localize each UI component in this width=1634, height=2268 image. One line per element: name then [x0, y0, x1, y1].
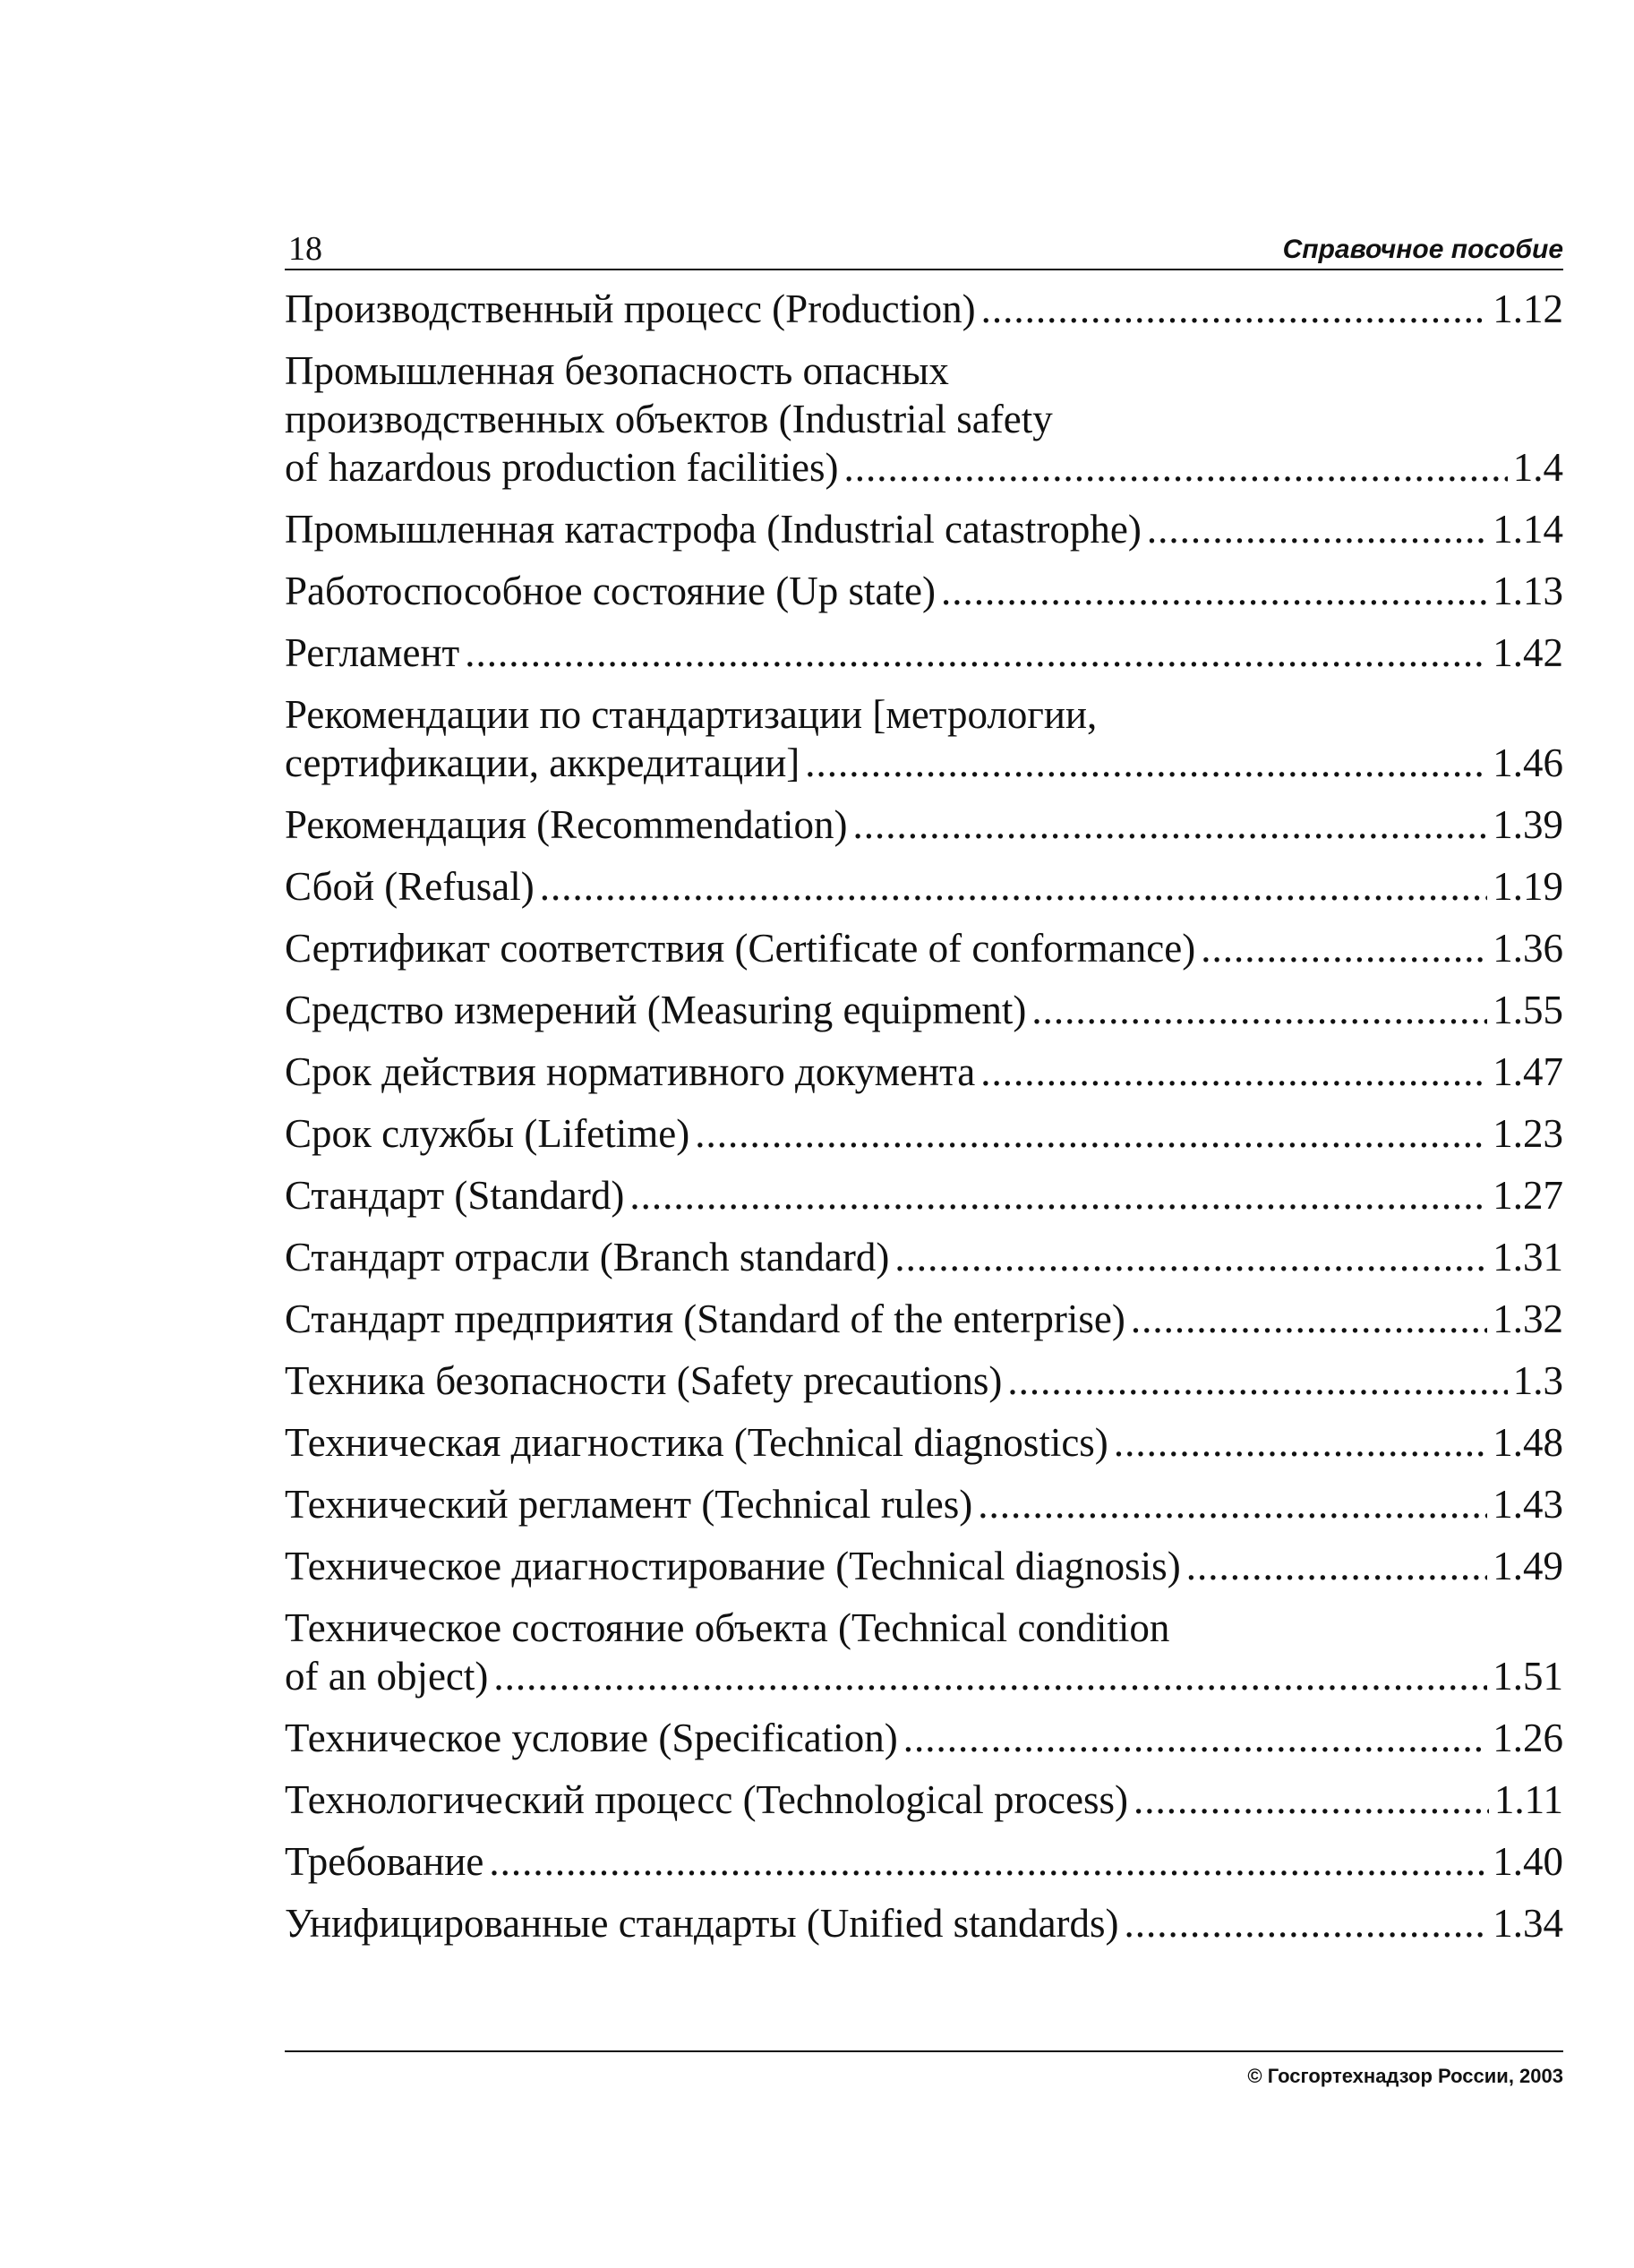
- dot-leader: [805, 739, 1487, 787]
- index-entry: [285, 1837, 1563, 1886]
- entry-term-line: Промышленная безопасность опасных: [285, 348, 949, 393]
- page-header: [285, 224, 1563, 270]
- index-entry: [285, 1048, 1563, 1096]
- entry-term: Технический регламент (Technical rules): [285, 1482, 973, 1527]
- entry-term: Техническое условие (Specification): [285, 1716, 898, 1760]
- copyright-notice: © Госгортехнадзор России, 2003: [1247, 2065, 1563, 2087]
- entry-reference: 1.51: [1493, 1654, 1563, 1699]
- dot-leader: [540, 862, 1488, 911]
- entry-reference: 1.13: [1493, 569, 1563, 613]
- entry-reference: 1.31: [1493, 1235, 1563, 1279]
- dot-leader: [1134, 1776, 1489, 1824]
- entry-reference: 1.27: [1493, 1173, 1563, 1218]
- entry-reference: 1.47: [1493, 1049, 1563, 1094]
- entry-term: Сертификат соответствия (Certificate of conformance): [285, 926, 1196, 971]
- dot-leader: [941, 567, 1487, 615]
- dot-leader: [1007, 1357, 1507, 1405]
- entry-reference: 1.19: [1493, 864, 1563, 909]
- entry-term-line: производственных объектов (Industrial safety: [285, 397, 1053, 441]
- index-entry: [285, 1542, 1563, 1590]
- entry-term: Унифицированные стандарты (Unified standards): [285, 1901, 1119, 1946]
- entry-term: Стандарт (Standard): [285, 1173, 625, 1218]
- entry-term: Стандарт предприятия (Standard of the enterprise): [285, 1297, 1125, 1341]
- index-entry: [285, 1233, 1563, 1281]
- entry-reference: 1.48: [1493, 1420, 1563, 1465]
- entry-term: Средство измерений (Measuring equipment): [285, 988, 1027, 1032]
- dot-leader: [1125, 1899, 1488, 1947]
- dot-leader: [980, 1048, 1487, 1096]
- dot-leader: [853, 800, 1488, 849]
- entry-term: Регламент: [285, 630, 460, 675]
- dot-leader: [1147, 505, 1487, 553]
- index-entry: [285, 567, 1563, 615]
- entry-reference: 1.11: [1493, 1777, 1563, 1822]
- dot-leader: [903, 1714, 1488, 1762]
- entry-term: Работоспособное состояние (Up state): [285, 569, 936, 613]
- index-entry: [285, 924, 1563, 972]
- index-entry: [285, 629, 1563, 677]
- entry-term: Техническое диагностирование (Technical diagnosis): [285, 1544, 1181, 1588]
- entry-term-line: Техническое состояние объекта (Technical condition: [285, 1605, 1170, 1650]
- dot-leader: [1131, 1295, 1487, 1343]
- index-entry: [285, 986, 1563, 1034]
- entry-term: Промышленная катастрофа (Industrial catastrophe): [285, 507, 1142, 552]
- dot-leader: [493, 1652, 1487, 1700]
- index-entry-list: [285, 285, 1563, 1961]
- index-entry: [285, 1109, 1563, 1158]
- index-entry: [285, 1899, 1563, 1947]
- entry-reference: 1.42: [1493, 630, 1563, 675]
- index-entry: [285, 1295, 1563, 1343]
- index-entry: [285, 1776, 1563, 1824]
- page: [285, 224, 1563, 1946]
- dot-leader: [465, 629, 1487, 677]
- entry-reference: 1.49: [1493, 1544, 1563, 1588]
- dot-leader: [1201, 924, 1487, 972]
- dot-leader: [1186, 1542, 1488, 1590]
- entry-term: Требование: [285, 1839, 484, 1884]
- index-entry: [285, 347, 1563, 492]
- entry-term: Сбой (Refusal): [285, 864, 535, 909]
- entry-reference: 1.32: [1493, 1297, 1563, 1341]
- footer-rule: [285, 2050, 1563, 2052]
- dot-leader: [1114, 1418, 1487, 1467]
- dot-leader: [695, 1109, 1487, 1158]
- entry-reference: 1.36: [1493, 926, 1563, 971]
- dot-leader: [489, 1837, 1487, 1886]
- entry-term-line: Рекомендации по стандартизации [метрологии,: [285, 692, 1098, 737]
- entry-reference: 1.4: [1512, 445, 1563, 490]
- entry-reference: 1.40: [1493, 1839, 1563, 1884]
- index-entry: [285, 1714, 1563, 1762]
- entry-reference: 1.34: [1493, 1901, 1563, 1946]
- dot-leader: [1031, 986, 1487, 1034]
- entry-term: of hazardous production facilities): [285, 445, 839, 490]
- entry-reference: 1.55: [1493, 988, 1563, 1032]
- entry-reference: 1.12: [1493, 287, 1563, 331]
- dot-leader: [629, 1171, 1487, 1220]
- entry-reference: 1.26: [1493, 1716, 1563, 1760]
- entry-reference: 1.39: [1493, 802, 1563, 847]
- entry-reference: 1.3: [1512, 1358, 1563, 1403]
- entry-reference: 1.14: [1493, 507, 1563, 552]
- page-number: 18: [288, 230, 322, 268]
- dot-leader: [894, 1233, 1487, 1281]
- entry-term: сертификации, аккредитации]: [285, 740, 800, 785]
- entry-term: Техническая диагностика (Technical diagnostics): [285, 1420, 1108, 1465]
- entry-reference: 1.23: [1493, 1111, 1563, 1156]
- entry-term: of an object): [285, 1654, 489, 1699]
- entry-term: Производственный процесс (Production): [285, 287, 976, 331]
- dot-leader: [981, 285, 1488, 333]
- index-entry: [285, 800, 1563, 849]
- entry-term: Рекомендация (Recommendation): [285, 802, 848, 847]
- dot-leader: [844, 443, 1508, 492]
- running-title: Справочное пособие: [1282, 235, 1563, 264]
- entry-term: Срок службы (Lifetime): [285, 1111, 690, 1156]
- index-entry: [285, 1357, 1563, 1405]
- entry-term: Срок действия нормативного документа: [285, 1049, 976, 1094]
- entry-term: Стандарт отрасли (Branch standard): [285, 1235, 890, 1279]
- entry-term: Технологический процесс (Technological process): [285, 1777, 1128, 1822]
- index-entry: [285, 862, 1563, 911]
- index-entry: [285, 505, 1563, 553]
- entry-reference: 1.43: [1493, 1482, 1563, 1527]
- index-entry: [285, 285, 1563, 333]
- index-entry: [285, 1604, 1563, 1700]
- index-entry: [285, 1418, 1563, 1467]
- index-entry: [285, 690, 1563, 787]
- entry-term: Техника безопасности (Safety precautions): [285, 1358, 1003, 1403]
- dot-leader: [978, 1480, 1487, 1528]
- index-entry: [285, 1171, 1563, 1220]
- entry-reference: 1.46: [1493, 740, 1563, 785]
- index-entry: [285, 1480, 1563, 1528]
